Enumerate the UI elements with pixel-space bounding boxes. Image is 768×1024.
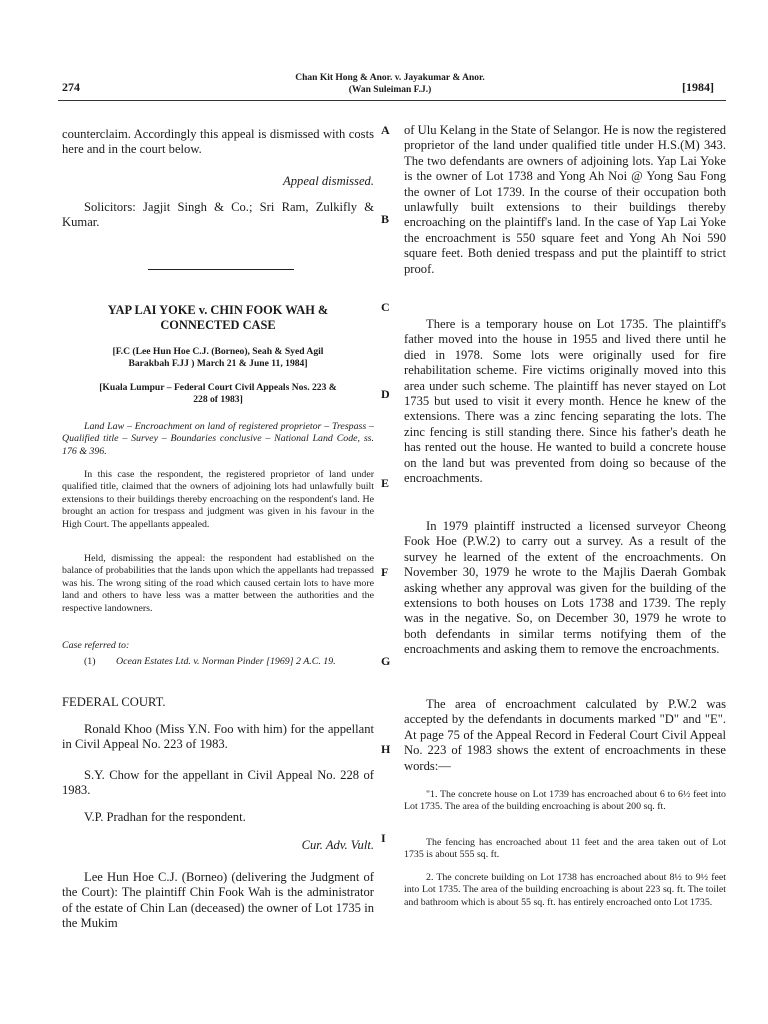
court-reference <box>62 382 374 406</box>
case-referred-text: Ocean Estates Ltd. v. Norman Pinder [1969] 2 A.C. 19. <box>116 656 336 667</box>
margin-letter-a: A <box>381 123 390 137</box>
counsel-appellant-223: Ronald Khoo (Miss Y.N. Foo with him) for the appellant in Civil Appeal No. 223 of 1983. <box>62 722 374 752</box>
judgment-para-2: There is a temporary house on Lot 1735. The plaintiff's father moved into the house in 1955 and lived there until he died in 1978. Some lots were originally used for fire rehabilitation scheme. Fire victims originally moved into this area under such scheme. The plaintiff has never stayed on Lot 1735 but used to visit it every month. Hence he knew of the extensions. There was a zinc fencing separating the lots. The zinc fencing is still standing there. Since his father's death he has rented out the house. He wanted to build a concrete house on the land but was prevented from doing so because of the encroachments. <box>404 317 726 486</box>
judgment-para-1: of Ulu Kelang in the State of Selangor. He is now the registered proprietor of the land under qualified title under H.S.(M) 343. The two defendants are owners of adjoining lots. Yap Lai Yoke is the owner of Lot 1738 and Yong Ah Noi @ Yong Sau Fong the owner of Lot 1739. In the course of their occupation both unlawfully built extensions to their buildings thereby encroaching on the plaintiff's land. In the case of Yap Lai Yoke the encroachment is 550 square feet and Yong Ah Noi 590 square feet. Both denied trespass and put the plaintiff to strict proof. <box>404 123 726 276</box>
held-summary: Held, dismissing the appeal: the respondent had established on the balance of probabilities that the lands upon which the appellants had trepassed was his. The wrong siting of the road which caused certain lots to have more land and others to have less was a matter between the authorities and the respective landowners. <box>62 553 374 614</box>
facts-summary: In this case the respondent, the registered proprietor of land under qualified title, claimed that the owners of adjoining lots had unlawfully built extensions to their buildings thereby encroaching on the respondent's land. He brought an action for trespass and judgment was given in his favour in the High Court. The appellants appealed. <box>62 469 374 530</box>
case-title-line2: CONNECTED CASE <box>160 318 276 332</box>
court-reference-line1: [Kuala Lumpur – Federal Court Civil Appeals Nos. 223 & <box>99 382 337 393</box>
quote-lot-1739: "1. The concrete house on Lot 1739 has encroached about 6 to 6½ feet into Lot 1735. The area of the building encroaching is about 200 sq. ft. <box>404 789 726 813</box>
margin-letter-h: H <box>381 742 391 756</box>
counterclaim-paragraph: counterclaim. Accordingly this appeal is dismissed with costs here and in the court below. <box>62 127 374 157</box>
report-year: [1984] <box>682 80 714 94</box>
margin-letter-e: E <box>381 476 390 490</box>
coram-line2: Barakbah F.JJ ) March 21 & June 11, 1984] <box>128 358 308 370</box>
quote-lot-1738: 2. The concrete building on Lot 1738 has encroached about 8½ to 9½ feet into Lot 1735. The area of the building encroaching is about 223 sq. ft. The toilet and bathroom which is about 55 sq. ft. has entirely encroached onto Lot 1735. <box>404 872 726 908</box>
case-referred-label: Case referred to: <box>62 640 130 651</box>
section-divider <box>148 269 294 270</box>
solicitors: Solicitors: Jagjit Singh & Co.; Sri Ram, Zulkifly & Kumar. <box>62 200 374 230</box>
running-header-judge: (Wan Suleiman F.J.) <box>348 85 432 95</box>
cur-adv-vult: Cur. Adv. Vult. <box>301 838 374 852</box>
margin-letter-b: B <box>381 212 390 226</box>
running-header <box>200 72 580 96</box>
court-reference-line2: 228 of 1983] <box>193 394 243 406</box>
margin-letter-g: G <box>381 654 391 668</box>
header-rule <box>58 100 726 101</box>
federal-court-heading: FEDERAL COURT. <box>62 695 166 709</box>
judgment-opening: Lee Hun Hoe C.J. (Borneo) (delivering the Judgment of the Court): The plaintiff Chin Fook Wah is the administrator of the estate of Chin Lan (deceased) the owner of Lot 1735 in the Mukim <box>62 870 374 931</box>
running-header-case: Chan Kit Hong & Anor. v. Jayakumar & Anor. <box>295 73 485 83</box>
case-referred-number: (1) <box>84 656 96 667</box>
margin-letter-c: C <box>381 300 390 314</box>
counsel-appellant-228: S.Y. Chow for the appellant in Civil Appeal No. 228 of 1983. <box>62 768 374 798</box>
margin-letter-i: I <box>381 831 386 845</box>
quote-fencing: The fencing has encroached about 11 feet and the area taken out of Lot 1735 is about 555 sq. ft. <box>404 837 726 861</box>
coram-line1: [F.C (Lee Hun Hoe C.J. (Borneo), Seah & Syed Agil <box>112 346 324 357</box>
judgment-para-4: The area of encroachment calculated by P.W.2 was accepted by the defendants in documents marked "D" and "E". At page 75 of the Appeal Record in Federal Court Civil Appeal No. 223 of 1983 shows the extent of encroachments in these words:— <box>404 697 726 773</box>
catchwords: Land Law – Encroachment on land of registered proprietor – Trespass – Qualified title – Survey – Boundaries conclusive – National Land Code, ss. 176 & 396. <box>62 421 374 457</box>
coram <box>62 346 374 370</box>
margin-letter-f: F <box>381 565 389 579</box>
case-title <box>62 303 374 333</box>
page-number: 274 <box>62 80 80 94</box>
counsel-respondent: V.P. Pradhan for the respondent. <box>84 810 246 824</box>
case-title-line1: YAP LAI YOKE v. CHIN FOOK WAH & <box>107 303 329 317</box>
judgment-para-3: In 1979 plaintiff instructed a licensed surveyor Cheong Fook Hoe (P.W.2) to carry out a survey. As a result of the survey he learned of the extent of the encroachments. On November 30, 1979 he wrote to the Majlis Daerah Gombak asking whether any approval was given for the building of the extensions to both houses on Lots 1738 and 1739. The reply was in the negative. So, on December 30, 1979 he wrote to both defendants in similar terms notifying them of the encroachments and asking them to remove the encroachments. <box>404 519 726 657</box>
appeal-dismissed: Appeal dismissed. <box>283 174 374 188</box>
margin-letter-d: D <box>381 387 390 401</box>
